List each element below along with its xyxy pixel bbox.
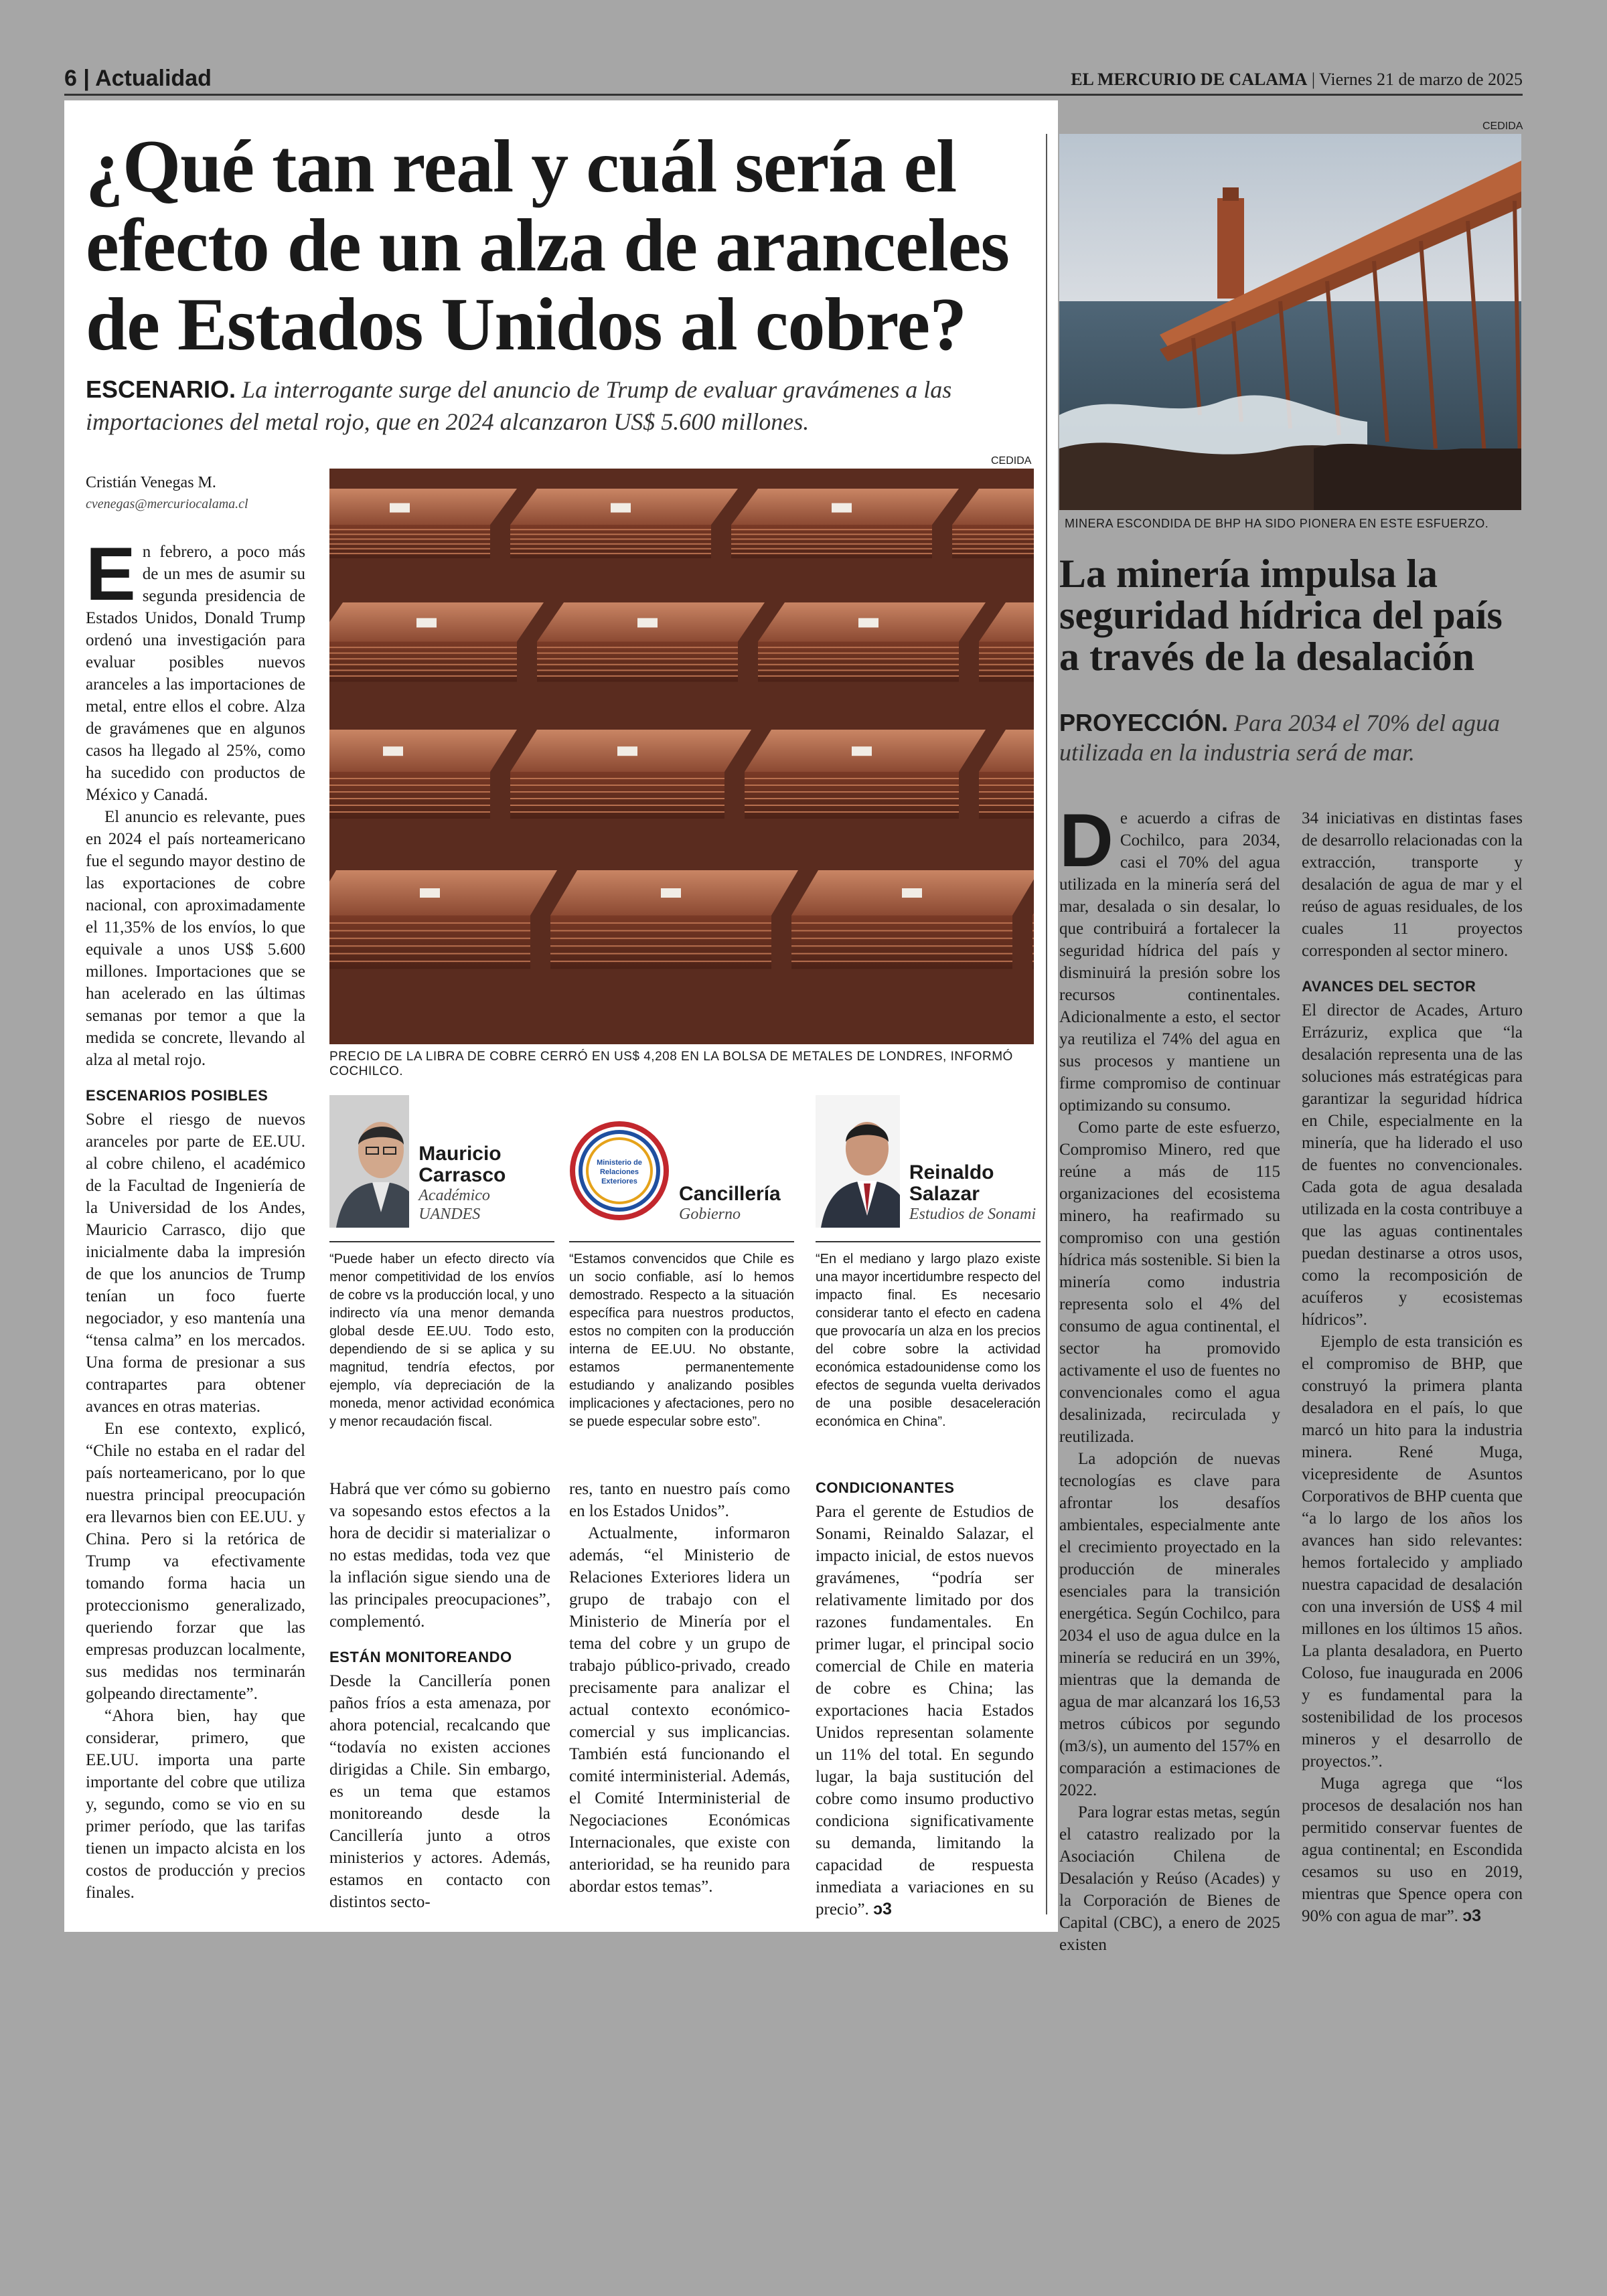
author-name: Cristián Venegas M. xyxy=(86,474,216,491)
sidebar-headline: La minería impulsa la seguridad hídrica del país a través de la desalación xyxy=(1059,552,1503,679)
paragraph: En ese contexto, explicó, “Chile no estaba en el radar del país norteamericano, por lo que nuestra principal preocupación era llevarnos bien con EE.UU. y China. Pero si la retórica de Trump va efectivamente tomando forma hacia un proteccionismo generalizado, queriendo forzar que las empresas produzcan localmente, sus medidas nos terminarán golpeando directamente”. xyxy=(86,1420,305,1703)
article-column-1 xyxy=(86,532,305,1904)
photo-caption: PRECIO DE LA LIBRA DE COBRE CERRÓ EN US$ 4,208 EN LA BOLSA DE METALES DE LONDRES, INFORMÓ COCHILCO. xyxy=(329,1050,1013,1078)
subhead: ESCENARIOS POSIBLES xyxy=(86,1087,269,1104)
article-column-2 xyxy=(329,1478,550,1913)
article-column-3 xyxy=(569,1478,790,1898)
publication-name: EL MERCURIO DE CALAMA xyxy=(1071,70,1308,89)
quote-text: “En el mediano y largo plazo existe una mayor incertidumbre respecto del impacto final. Es necesario considerar tanto el efecto en cadena que provocaría un alza en los precios del cobre sobre la actividad económica estadounidense como los efectos de segunda vuelta derivados de una posible desaceleración económica en China”. xyxy=(816,1241,1041,1431)
cathode-stack-top xyxy=(329,870,557,916)
paragraph: Para lograr estas metas, según el catastro realizado por la Asociación Chilena de Desalación y Reúso (Acades) y la Corporación de Bienes de Capital (CBC), a enero de 2025 existen xyxy=(1059,1803,1280,1954)
svg-text:Exteriores: Exteriores xyxy=(601,1177,637,1185)
deck-kicker: ESCENARIO. xyxy=(86,376,236,403)
column-divider xyxy=(1046,134,1047,1914)
paragraph: res, tanto en nuestro país como en los Estados Unidos”. xyxy=(569,1480,790,1520)
drop-cap: D xyxy=(1059,799,1114,882)
quote-text: “Estamos convencidos que Chile es un socio confiable, así lo hemos demostrado. Respecto a la situación específica para nuestros productos, estos no compiten con la producción interna de EE.UU. No obstante, estamos permanentemente estudiando y analizando posibles implicaciones y afectaciones, pero no se puede especular sobre esto”. xyxy=(569,1241,794,1431)
section-label: 6 | Actualidad xyxy=(64,66,212,91)
copper-photo-illustration xyxy=(329,469,1034,1044)
svg-text:Ministerio de: Ministerio de xyxy=(597,1159,642,1167)
end-mark: ↄ3 xyxy=(873,1900,892,1918)
paragraph: La adopción de nuevas tecnologías es clave para afrontar los desafíos ambientales, especialmente ante el crecimiento proyectado en la producción de minerales esenciales para la transición energética. Según Cochilco, para 2034 el uso de agua dulce en la minería se reducirá en un 39%, mientras que la demanda de agua de mar alcanzará los 16,53 metros cúbicos por segundo (m3/s), un aumento del 157% en comparación a estimaciones de 2022. xyxy=(1059,1450,1280,1799)
quote-text: “Puede haber un efecto directo vía menor competitividad de los envíos de cobre vs la producción local, y uno indirecto vía una menor demanda global desde EE.UU. Todo esto, dependiendo de si se aplica y su magnitud, tendría efectos, por ejemplo, vía depreciación de la moneda, menor actividad económica y menor recaudación fiscal. xyxy=(329,1241,554,1431)
paragraph: “Ahora bien, hay que considerar, primero, que EE.UU. importa una parte importante del cobre que utiliza y, segundo, como se vio en su primer período, que las tarifas tienen un impacto alcista en los costos de producción y precios finales. xyxy=(86,1707,305,1902)
paragraph xyxy=(86,532,305,806)
paragraph: El director de Acades, Arturo Errázuriz, explica que “la desalación representa una de las soluciones más estratégicas para garantizar la seguridad hídrica en Chile, especialmente en la minería, que ha liderado el uso de fuentes no convencionales. Cada gota de agua desalada utilizada en la costa contribuye a que las aguas continentales puedan destinarse a otros usos, como la recomposición de acuíferos y ecosistemas hídricos”. xyxy=(1302,1001,1523,1329)
pier-photo-illustration xyxy=(1059,134,1521,510)
person-portrait-icon xyxy=(816,1095,900,1228)
author-email[interactable]: cvenegas@mercuriocalama.cl xyxy=(86,497,248,511)
paragraph-text: Para el gerente de Estudios de Sonami, Reinaldo Salazar, el impacto inicial, de estos nuevos gravámenes, “podría ser relativamente limitado por dos razones fundamentales. En primer lugar, el principal socio comercial de Chile en materia de cobre es China; las exportaciones hacia Estados Unidos representan solamente un 11% del total. En segundo lugar, la baja sustitución del cobre como insumo productivo condiciona significativamente su demanda, limitando la capacidad de respuesta inmediata a variaciones en su precio”. xyxy=(816,1503,1034,1918)
quote-header xyxy=(329,1094,554,1228)
quote-name: Mauricio Carrasco xyxy=(418,1143,506,1186)
drop-cap: E xyxy=(86,532,136,616)
quote-role: Académico UANDES xyxy=(418,1187,490,1223)
sidebar-photo-credit: CEDIDA xyxy=(1482,120,1523,132)
quote-header xyxy=(569,1094,794,1228)
cathode-label-tag xyxy=(420,888,440,898)
paragraph: Sobre el riesgo de nuevos aranceles por parte de EE.UU. al cobre chileno, el académico de la Facultad de Ingeniería de la Universidad de los Andes, Mauricio Carrasco, dijo que inicialmente daba la impresión de que los anuncios de Trump tenían un foco fuerte negociador, y eso mantenía una “tensa calma” en los mercados. Una forma de presionar a sus contrapartes para obtener avances en otras materias. xyxy=(86,1111,305,1416)
paragraph: Desde la Cancillería ponen paños fríos a esta amenaza, por ahora potencial, recalcando que “todavía no existen acciones dirigidas a Chile. Sin embargo, es un tema que estamos monitoreando desde la Cancillería junto a otros ministerios y actores. Además, estamos en contacto con distintos secto- xyxy=(329,1672,550,1911)
photo-credit: CEDIDA xyxy=(991,455,1032,467)
quote-header xyxy=(816,1094,1041,1228)
quote-name: Cancillería xyxy=(679,1183,781,1205)
deck-text: La interrogante surge del anuncio de Trump de evaluar gravámenes a las importaciones del metal rojo, que en 2024 alcanzaron US$ 5.600 millones. xyxy=(86,376,952,435)
avatar xyxy=(329,1095,409,1228)
cathode-label-tag xyxy=(617,746,637,756)
svg-text:Relaciones: Relaciones xyxy=(599,1168,639,1176)
paragraph xyxy=(1302,1773,1523,1927)
article-headline: ¿Qué tan real y cuál sería el efecto de un alza de aranceles de Estados Unidos al cobre? xyxy=(86,125,1009,366)
person-portrait-icon xyxy=(329,1095,409,1228)
quote-identity xyxy=(670,1183,781,1228)
sidebar-column-2 xyxy=(1302,807,1523,1927)
quote-role: Estudios de Sonami xyxy=(909,1206,1037,1223)
copper-cathodes-photo xyxy=(329,469,1034,1044)
end-mark: ↄ3 xyxy=(1462,1906,1481,1925)
section-name: Actualidad xyxy=(95,66,212,91)
paragraph: Ejemplo de esta transición es el compromiso de BHP, que construyó la primera planta desaladora en el país, lo que marcó un hito para la industria minera. René Muga, vicepresidente de Asuntos Corporativos de BHP cuenta que “a lo largo de los años los avances han sido relevantes: hemos fortalecido y ampliado nuestra capacidad de desalación con una inversión de US$ 4 mil millones en los últimos 15 años. La planta desaladora, en Puerto Coloso, fue inaugurada en 2006 y es fundamental para la sostenibilidad de los procesos mineros y el desarrollo de proyectos.”. xyxy=(1302,1333,1523,1771)
article-column-4 xyxy=(816,1478,1034,1920)
subhead: CONDICIONANTES xyxy=(816,1479,955,1496)
cathode-label-tag xyxy=(661,888,681,898)
quote-box-salazar xyxy=(816,1094,1041,1431)
paragraph-text: e acuerdo a cifras de Cochilco, para 2034, casi el 70% del agua utilizada en la minería será del mar, desalada o sin desalar, lo que contribuirá a fortalecer la seguridad hídrica del país y disminuirá la presión sobre los recursos continentales. Adicionalmente a esto, el sector ya reutiliza el 74% del agua en sus procesos y mantiene un firme compromiso de continuar optimizando su consumo. xyxy=(1059,809,1280,1115)
sidebar-photo-caption: MINERA ESCONDIDA DE BHP HA SIDO PIONERA EN ESTE ESFUERZO. xyxy=(1065,517,1489,530)
avatar xyxy=(816,1095,900,1228)
paragraph: Actualmente, informaron además, “el Ministerio de Relaciones Exteriores lidera un grupo de trabajo con el Ministerio de Minería por el tema del cobre y un grupo de trabajo público-privado, creado precisamente para analizar el actual contexto económico-comercial y sus implicancias. También está funcionando el comité interministerial. Además, el Comité Interministerial de Negociaciones Económicas Internacionales, que existe con anterioridad, se ha reunido para abordar estos temas”. xyxy=(569,1524,790,1896)
paragraph-text: Muga agrega que “los procesos de desalación nos han permitido conservar fuentes de agua continental; en Escondida cesamos su uso en 2019, mientras que Spence opera con 90% con agua de mar”. xyxy=(1302,1775,1523,1925)
page-number: 6 xyxy=(64,66,77,91)
paragraph: Habrá que ver cómo su gobierno va sopesando estos efectos a la hora de decidir si materializar o no estas medidas, toda vez que la inflación sigue siendo una de las principales preocupaciones”, complementó. xyxy=(329,1480,550,1631)
paragraph: Como parte de este esfuerzo, Compromiso Minero, red que reúne a más de 115 organizaciones del ecosistema minero, ha reafirmado su compromiso con una gestión hídrica más sostenible. Si bien la minería como industria representa solo el 4% del consumo de agua continental, el sector ha promovido activamente el uso de fuentes no convencionales como el agua desalinizada, recirculada y reutilizada. xyxy=(1059,1119,1280,1446)
cathode-label-tag xyxy=(611,503,631,513)
cathode-stack-top xyxy=(329,489,517,525)
quote-box-cancilleria xyxy=(569,1094,794,1431)
cathode-label-tag xyxy=(902,888,922,898)
subhead: AVANCES DEL SECTOR xyxy=(1302,978,1476,995)
quote-identity xyxy=(900,1162,1041,1228)
cathode-label-tag xyxy=(390,503,410,513)
quote-box-carrasco xyxy=(329,1094,554,1431)
cathode-label-tag xyxy=(383,746,403,756)
deck-text: Para 2034 el 70% del agua utilizada en la industria será de mar. xyxy=(1059,710,1500,766)
sidebar-deck xyxy=(1059,708,1521,767)
paragraph xyxy=(816,1501,1034,1920)
quote-identity xyxy=(409,1143,554,1228)
quote-name: Reinaldo Salazar xyxy=(909,1161,994,1205)
deck-kicker: PROYECCIÓN. xyxy=(1059,709,1229,736)
sidebar-column-1 xyxy=(1059,799,1280,1956)
paragraph: 34 iniciativas en distintas fases de desarrollo relacionadas con la extracción, transporte y desalación de agua de mar y el reúso de aguas residuales, de los cuales 11 proyectos corresponden al sector minero. xyxy=(1302,809,1523,960)
cathode-label-tag xyxy=(852,746,872,756)
paragraph xyxy=(1059,799,1280,1117)
quote-role: Gobierno xyxy=(679,1206,741,1223)
publication-date: Viernes 21 de marzo de 2025 xyxy=(1319,70,1523,89)
ministry-logo xyxy=(569,1121,670,1221)
page-header xyxy=(64,66,1523,96)
desalination-pier-photo xyxy=(1059,134,1521,510)
paragraph-text: n febrero, a poco más de un mes de asumir su segunda presidencia de Estados Unidos, Donald Trump ordenó una investigación para evaluar posibles nuevos aranceles a las importaciones de metal, entre ellos el cobre. Alza de gravámenes que en algunos casos ha llegado al 25%, como ha sucedido con productos de México y Canadá. xyxy=(86,543,305,804)
cathode-label-tag xyxy=(637,618,658,627)
cathode-stack-top xyxy=(329,730,517,772)
paragraph: El anuncio es relevante, pues en 2024 el país norteamericano fue el segundo mayor destino de las exportaciones de cobre nacional, con aproximadamente el 11,35% de los envíos, lo que equivale a unos US$ 5.600 millones. Importaciones que se han acelerado en las últimas semanas por temor a que la medida se concrete, llevando al alza al metal rojo. xyxy=(86,808,305,1069)
subhead: ESTÁN MONITOREANDO xyxy=(329,1649,512,1665)
publication-line: EL MERCURIO DE CALAMA | Viernes 21 de marzo de 2025 xyxy=(1071,70,1523,89)
cathode-label-tag xyxy=(832,503,852,513)
cathode-label-tag xyxy=(858,618,878,627)
article-deck xyxy=(86,374,1037,438)
ministry-seal-icon xyxy=(569,1121,670,1221)
cathode-label-tag xyxy=(416,618,437,627)
